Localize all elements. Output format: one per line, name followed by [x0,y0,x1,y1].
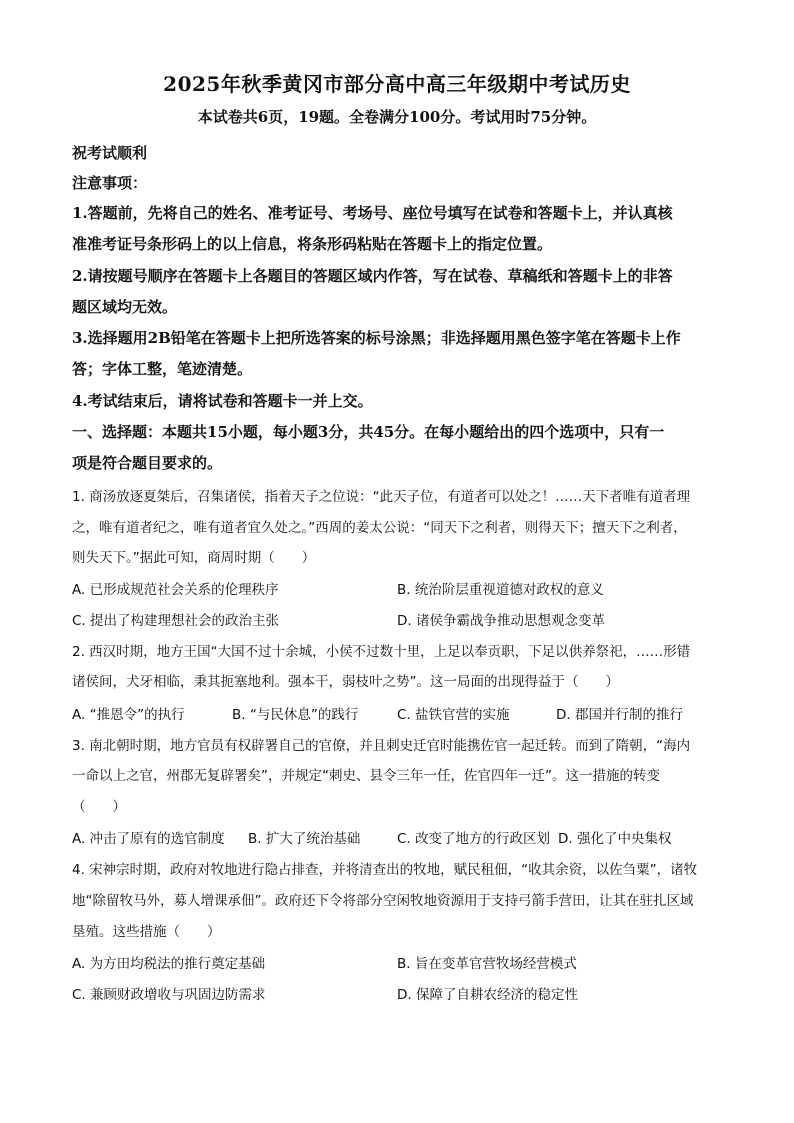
question-2-option-b: B. “与民休息”的践行 [232,707,359,723]
question-2-line-1: 2. 西汉时期，地方王国“大国不过十余城，小侯不过数十里，上足以奉贡职，下足以供养祭祀，……形错 [72,644,691,660]
question-2-option-c: C. 盐铁官营的实施 [397,707,510,723]
note-1-line-1: 1.答题前，先将自己的姓名、准考证号、考场号、座位号填写在试卷和答题卡上，并认真核 [72,204,673,222]
question-3-option-c: C. 改变了地方的行政区划 [397,831,551,847]
question-3-option-a: A. 冲击了原有的选官制度 [72,831,225,847]
section-1-line-1: 一、选择题：本题共15小题，每小题3分，共45分。在每小题给出的四个选项中，只有一 [72,423,665,441]
question-4-line-1: 4. 宋神宗时期，政府对牧地进行隐占排查，并将清查出的牧地，赋民租佃，“收其余资，以佐刍粟”，诸牧 [72,862,698,878]
question-3-line-3: （ ） [72,799,126,815]
note-2-line-2: 题区域均无效。 [72,298,178,316]
note-3-line-2: 答；字体工整，笔迹清楚。 [72,360,253,378]
question-4-option-d: D. 保障了自耕农经济的稳定性 [397,987,578,1003]
note-2-line-1: 2.请按题号顺序在答题卡上各题目的答题区域内作答，写在试卷、草稿纸和答题卡上的非答 [72,267,673,285]
question-2-option-a: A. “推恩令”的执行 [72,707,185,723]
question-2-option-d: D. 郡国并行制的推行 [556,707,683,723]
note-1-line-2: 准准考证号条形码上的以上信息，将条形码粘贴在答题卡上的指定位置。 [72,235,553,253]
question-3-option-d: D. 强化了中央集权 [558,831,672,847]
exam-subtitle: 本试卷共6页，19题。全卷满分100分。考试用时75分钟。 [197,108,597,126]
question-4-option-b: B. 旨在变革官营牧场经营模式 [397,956,577,972]
question-1-line-2: 之，唯有道者纪之，唯有道者宜久处之。”西周的姜太公说：“同天下之利者，则得天下；擅天下之利者， [72,520,687,536]
question-1-option-a: A. 已形成规范社会关系的伦理秩序 [72,582,279,598]
question-4-option-c: C. 兼顾财政增收与巩固边防需求 [72,987,266,1003]
note-3-line-1: 3.选择题用2B铅笔在答题卡上把所选答案的标号涂黑；非选择题用黑色签字笔在答题卡上作 [72,329,681,347]
question-1-option-d: D. 诸侯争霸战争推动思想观念变革 [397,613,605,629]
notes-heading: 注意事项： [72,174,148,192]
question-4-line-3: 垦殖。这些措施（ ） [72,924,221,940]
question-4-option-a: A. 为方田均税法的推行奠定基础 [72,956,266,972]
note-4: 4.考试结束后，请将试卷和答题卡一并上交。 [72,392,373,410]
question-1-option-c: C. 提出了构建理想社会的政治主张 [72,613,280,629]
section-1-line-2: 项是符合题目要求的。 [72,454,223,472]
question-1-option-b: B. 统治阶层重视道德对政权的意义 [397,582,604,598]
question-1-line-1: 1. 商汤放逐夏桀后，召集诸侯，指着天子之位说：“此天子位，有道者可以处之！……天下者唯有道者理 [72,489,691,505]
question-3-option-b: B. 扩大了统治基础 [248,831,361,847]
question-1-line-3: 则失天下。”据此可知，商周时期（ ） [72,550,316,566]
question-3-line-1: 3. 南北朝时期，地方官员有权辟署自己的官僚，并且刺史迁官时能携佐官一起迁转。而到了隋朝，“海内 [72,738,691,754]
question-3-line-2: 一命以上之官，州郡无复辟署矣”，并规定“刺史、县令三年一任，佐官四年一迁”。这一措施的转变 [72,768,660,784]
wish-text: 祝考试顺利 [72,144,148,162]
question-4-line-2: 地“除留牧马外，募人增课承佃”。政府还下令将部分空闲牧地资源用于支持弓箭手营田，让其在驻扎区域 [72,893,694,909]
exam-title: 2025年秋季黄冈市部分高中高三年级期中考试历史 [163,72,631,96]
question-2-line-2: 诸侯间，犬牙相临，秉其扼塞地利。强本干，弱枝叶之势”。这一局面的出现得益于（ ） [72,674,619,690]
